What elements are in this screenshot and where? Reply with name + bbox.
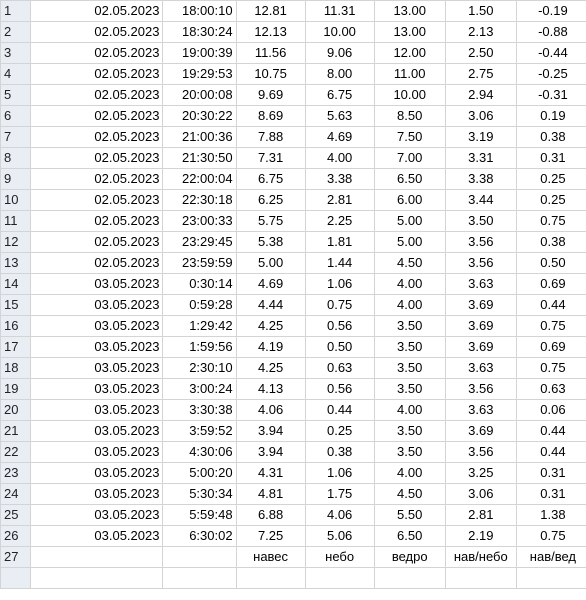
table-row[interactable] [1, 43, 586, 64]
value-cell[interactable]: 5.06 [305, 526, 374, 547]
value-cell[interactable]: 13.00 [374, 22, 445, 43]
value-cell[interactable]: 3.94 [236, 442, 305, 463]
value-cell[interactable]: -0.25 [516, 64, 586, 85]
value-cell[interactable]: 3.19 [445, 127, 516, 148]
value-cell[interactable]: 5.00 [374, 211, 445, 232]
value-cell[interactable]: 3.31 [445, 148, 516, 169]
value-cell[interactable]: 0.31 [516, 484, 586, 505]
value-cell[interactable]: 3.69 [445, 421, 516, 442]
row-header[interactable]: 3 [1, 43, 31, 64]
value-cell[interactable]: 3.56 [445, 379, 516, 400]
value-cell[interactable]: 5.38 [236, 232, 305, 253]
value-cell[interactable]: 4.25 [236, 316, 305, 337]
table-row[interactable] [1, 568, 586, 589]
grid-body [1, 1, 586, 589]
table-row[interactable] [1, 547, 586, 568]
table-row[interactable] [1, 190, 586, 211]
value-cell[interactable]: 4.81 [236, 484, 305, 505]
column-label-cell[interactable]: нав/вед [516, 547, 586, 568]
empty-cell[interactable] [516, 568, 586, 589]
row-header[interactable]: 21 [1, 421, 31, 442]
table-row[interactable] [1, 484, 586, 505]
value-cell[interactable]: 5.75 [236, 211, 305, 232]
value-cell[interactable]: 10.00 [374, 85, 445, 106]
value-cell[interactable]: 6.00 [374, 190, 445, 211]
value-cell[interactable]: 0.38 [516, 127, 586, 148]
table-row[interactable] [1, 463, 586, 484]
value-cell[interactable]: 0.44 [516, 421, 586, 442]
value-cell[interactable]: 3.94 [236, 421, 305, 442]
table-row[interactable] [1, 442, 586, 463]
value-cell[interactable]: 3.06 [445, 484, 516, 505]
value-cell[interactable]: 8.50 [374, 106, 445, 127]
value-cell[interactable]: 5.00 [374, 232, 445, 253]
value-cell[interactable]: 2.81 [305, 190, 374, 211]
value-cell[interactable]: 1.38 [516, 505, 586, 526]
value-cell[interactable]: 0.69 [516, 274, 586, 295]
date-cell[interactable]: 03.05.2023 [31, 442, 163, 463]
empty-cell[interactable] [163, 568, 236, 589]
table-row[interactable] [1, 127, 586, 148]
table-row[interactable] [1, 64, 586, 85]
value-cell[interactable]: 2.81 [445, 505, 516, 526]
value-cell[interactable]: 4.00 [374, 274, 445, 295]
value-cell[interactable]: 4.31 [236, 463, 305, 484]
table-row[interactable] [1, 232, 586, 253]
value-cell[interactable]: 0.44 [305, 400, 374, 421]
row-header[interactable]: 27 [1, 547, 31, 568]
date-cell[interactable]: 02.05.2023 [31, 232, 163, 253]
value-cell[interactable]: 3.69 [445, 295, 516, 316]
time-cell[interactable]: 1:59:56 [163, 337, 236, 358]
column-label-cell[interactable]: навес [236, 547, 305, 568]
row-header[interactable]: 6 [1, 106, 31, 127]
time-cell[interactable]: 6:30:02 [163, 526, 236, 547]
value-cell[interactable]: 3.50 [374, 316, 445, 337]
value-cell[interactable]: 6.50 [374, 526, 445, 547]
value-cell[interactable]: 3.50 [445, 211, 516, 232]
time-cell[interactable]: 4:30:06 [163, 442, 236, 463]
value-cell[interactable]: 0.25 [305, 421, 374, 442]
time-cell[interactable]: 1:29:42 [163, 316, 236, 337]
value-cell[interactable]: 3.56 [445, 442, 516, 463]
value-cell[interactable]: 4.19 [236, 337, 305, 358]
value-cell[interactable]: -0.88 [516, 22, 586, 43]
value-cell[interactable]: 10.75 [236, 64, 305, 85]
row-header[interactable]: 7 [1, 127, 31, 148]
value-cell[interactable]: 3.63 [445, 274, 516, 295]
time-cell[interactable]: 23:00:33 [163, 211, 236, 232]
value-cell[interactable]: 9.69 [236, 85, 305, 106]
value-cell[interactable]: 0.75 [516, 358, 586, 379]
value-cell[interactable]: 4.06 [236, 400, 305, 421]
value-cell[interactable]: 11.56 [236, 43, 305, 64]
value-cell[interactable]: 1.50 [445, 1, 516, 22]
row-header[interactable]: 5 [1, 85, 31, 106]
value-cell[interactable]: 8.00 [305, 64, 374, 85]
row-header[interactable]: 2 [1, 22, 31, 43]
value-cell[interactable]: -0.31 [516, 85, 586, 106]
value-cell[interactable]: 6.75 [305, 85, 374, 106]
value-cell[interactable]: 3.38 [445, 169, 516, 190]
table-row[interactable] [1, 295, 586, 316]
value-cell[interactable]: 0.75 [516, 211, 586, 232]
date-cell[interactable]: 02.05.2023 [31, 127, 163, 148]
date-cell[interactable]: 02.05.2023 [31, 148, 163, 169]
time-cell[interactable]: 0:59:28 [163, 295, 236, 316]
value-cell[interactable]: 2.94 [445, 85, 516, 106]
column-label-cell[interactable]: небо [305, 547, 374, 568]
value-cell[interactable]: 5.00 [236, 253, 305, 274]
table-row[interactable] [1, 337, 586, 358]
value-cell[interactable]: 0.50 [305, 337, 374, 358]
table-row[interactable] [1, 505, 586, 526]
empty-cell[interactable] [305, 568, 374, 589]
row-header[interactable]: 13 [1, 253, 31, 274]
table-row[interactable] [1, 400, 586, 421]
row-header[interactable]: 1 [1, 1, 31, 22]
date-cell[interactable]: 02.05.2023 [31, 169, 163, 190]
time-cell[interactable]: 0:30:14 [163, 274, 236, 295]
empty-cell[interactable] [236, 568, 305, 589]
value-cell[interactable]: 3.63 [445, 400, 516, 421]
time-cell[interactable]: 22:30:18 [163, 190, 236, 211]
value-cell[interactable]: 6.75 [236, 169, 305, 190]
time-cell[interactable]: 20:00:08 [163, 85, 236, 106]
value-cell[interactable]: 0.75 [516, 316, 586, 337]
value-cell[interactable]: 10.00 [305, 22, 374, 43]
value-cell[interactable]: 4.50 [374, 253, 445, 274]
value-cell[interactable]: 3.44 [445, 190, 516, 211]
value-cell[interactable]: 9.06 [305, 43, 374, 64]
value-cell[interactable]: 0.38 [516, 232, 586, 253]
empty-cell[interactable] [31, 568, 163, 589]
row-header[interactable]: 16 [1, 316, 31, 337]
table-row[interactable] [1, 274, 586, 295]
table-row[interactable] [1, 316, 586, 337]
value-cell[interactable]: 2.13 [445, 22, 516, 43]
time-cell[interactable]: 23:59:59 [163, 253, 236, 274]
row-header[interactable]: 19 [1, 379, 31, 400]
value-cell[interactable]: 3.56 [445, 253, 516, 274]
date-cell[interactable]: 03.05.2023 [31, 400, 163, 421]
value-cell[interactable]: 1.44 [305, 253, 374, 274]
value-cell[interactable]: 4.44 [236, 295, 305, 316]
value-cell[interactable]: 8.69 [236, 106, 305, 127]
empty-cell[interactable] [163, 547, 236, 568]
time-cell[interactable]: 2:30:10 [163, 358, 236, 379]
date-cell[interactable]: 02.05.2023 [31, 190, 163, 211]
row-header[interactable]: 12 [1, 232, 31, 253]
value-cell[interactable]: 3.50 [374, 358, 445, 379]
value-cell[interactable]: 0.69 [516, 337, 586, 358]
row-header[interactable]: 14 [1, 274, 31, 295]
value-cell[interactable]: -0.19 [516, 1, 586, 22]
date-cell[interactable]: 02.05.2023 [31, 64, 163, 85]
value-cell[interactable]: 0.19 [516, 106, 586, 127]
row-header[interactable] [1, 568, 31, 589]
date-cell[interactable]: 02.05.2023 [31, 253, 163, 274]
value-cell[interactable]: 6.25 [236, 190, 305, 211]
value-cell[interactable]: 0.56 [305, 379, 374, 400]
row-header[interactable]: 25 [1, 505, 31, 526]
table-row[interactable] [1, 106, 586, 127]
row-header[interactable]: 23 [1, 463, 31, 484]
time-cell[interactable]: 3:59:52 [163, 421, 236, 442]
date-cell[interactable]: 03.05.2023 [31, 316, 163, 337]
date-cell[interactable]: 02.05.2023 [31, 211, 163, 232]
value-cell[interactable]: 3.69 [445, 337, 516, 358]
value-cell[interactable]: 0.50 [516, 253, 586, 274]
date-cell[interactable]: 02.05.2023 [31, 85, 163, 106]
row-header[interactable]: 11 [1, 211, 31, 232]
table-row[interactable] [1, 379, 586, 400]
value-cell[interactable]: 4.50 [374, 484, 445, 505]
value-cell[interactable]: 0.31 [516, 463, 586, 484]
value-cell[interactable]: 7.31 [236, 148, 305, 169]
time-cell[interactable]: 18:30:24 [163, 22, 236, 43]
value-cell[interactable]: 4.00 [374, 295, 445, 316]
value-cell[interactable]: 0.75 [305, 295, 374, 316]
value-cell[interactable]: 3.06 [445, 106, 516, 127]
column-label-cell[interactable]: ведро [374, 547, 445, 568]
table-row[interactable] [1, 85, 586, 106]
value-cell[interactable]: 3.50 [374, 442, 445, 463]
value-cell[interactable]: 1.06 [305, 463, 374, 484]
value-cell[interactable]: 0.63 [516, 379, 586, 400]
value-cell[interactable]: 3.50 [374, 421, 445, 442]
value-cell[interactable]: 4.13 [236, 379, 305, 400]
time-cell[interactable]: 19:29:53 [163, 64, 236, 85]
time-cell[interactable]: 5:30:34 [163, 484, 236, 505]
date-cell[interactable]: 03.05.2023 [31, 421, 163, 442]
value-cell[interactable]: 3.56 [445, 232, 516, 253]
table-row[interactable] [1, 211, 586, 232]
value-cell[interactable]: 3.69 [445, 316, 516, 337]
time-cell[interactable]: 22:00:04 [163, 169, 236, 190]
table-row[interactable] [1, 253, 586, 274]
time-cell[interactable]: 19:00:39 [163, 43, 236, 64]
column-label-cell[interactable]: нав/небо [445, 547, 516, 568]
date-cell[interactable]: 03.05.2023 [31, 295, 163, 316]
value-cell[interactable]: 12.13 [236, 22, 305, 43]
time-cell[interactable]: 23:29:45 [163, 232, 236, 253]
value-cell[interactable]: 4.00 [374, 463, 445, 484]
time-cell[interactable]: 3:30:38 [163, 400, 236, 421]
value-cell[interactable]: 5.63 [305, 106, 374, 127]
value-cell[interactable]: 1.06 [305, 274, 374, 295]
table-row[interactable] [1, 169, 586, 190]
empty-cell[interactable] [445, 568, 516, 589]
time-cell[interactable]: 20:30:22 [163, 106, 236, 127]
value-cell[interactable]: 0.44 [516, 442, 586, 463]
table-row[interactable] [1, 421, 586, 442]
row-header[interactable]: 15 [1, 295, 31, 316]
date-cell[interactable]: 03.05.2023 [31, 379, 163, 400]
row-header[interactable]: 4 [1, 64, 31, 85]
row-header[interactable]: 8 [1, 148, 31, 169]
value-cell[interactable]: 6.88 [236, 505, 305, 526]
time-cell[interactable]: 21:00:36 [163, 127, 236, 148]
table-row[interactable] [1, 148, 586, 169]
value-cell[interactable]: 2.19 [445, 526, 516, 547]
value-cell[interactable]: 4.00 [305, 148, 374, 169]
value-cell[interactable]: 0.56 [305, 316, 374, 337]
time-cell[interactable]: 3:00:24 [163, 379, 236, 400]
row-header[interactable]: 9 [1, 169, 31, 190]
value-cell[interactable]: 0.31 [516, 148, 586, 169]
date-cell[interactable]: 02.05.2023 [31, 1, 163, 22]
value-cell[interactable]: 7.50 [374, 127, 445, 148]
row-header[interactable]: 22 [1, 442, 31, 463]
value-cell[interactable]: 5.50 [374, 505, 445, 526]
value-cell[interactable]: 1.75 [305, 484, 374, 505]
value-cell[interactable]: 4.06 [305, 505, 374, 526]
empty-cell[interactable] [31, 547, 163, 568]
date-cell[interactable]: 03.05.2023 [31, 358, 163, 379]
value-cell[interactable]: 4.00 [374, 400, 445, 421]
value-cell[interactable]: 0.06 [516, 400, 586, 421]
value-cell[interactable]: 11.31 [305, 1, 374, 22]
time-cell[interactable]: 18:00:10 [163, 1, 236, 22]
value-cell[interactable]: 2.75 [445, 64, 516, 85]
time-cell[interactable]: 21:30:50 [163, 148, 236, 169]
value-cell[interactable]: 12.00 [374, 43, 445, 64]
value-cell[interactable]: 3.25 [445, 463, 516, 484]
date-cell[interactable]: 03.05.2023 [31, 274, 163, 295]
value-cell[interactable]: 0.25 [516, 190, 586, 211]
table-row[interactable] [1, 526, 586, 547]
date-cell[interactable]: 02.05.2023 [31, 22, 163, 43]
value-cell[interactable]: 4.25 [236, 358, 305, 379]
table-row[interactable] [1, 22, 586, 43]
value-cell[interactable]: 3.50 [374, 337, 445, 358]
value-cell[interactable]: 4.69 [305, 127, 374, 148]
value-cell[interactable]: 13.00 [374, 1, 445, 22]
value-cell[interactable]: 2.50 [445, 43, 516, 64]
date-cell[interactable]: 03.05.2023 [31, 505, 163, 526]
value-cell[interactable]: 12.81 [236, 1, 305, 22]
date-cell[interactable]: 03.05.2023 [31, 484, 163, 505]
value-cell[interactable]: 7.88 [236, 127, 305, 148]
date-cell[interactable]: 03.05.2023 [31, 526, 163, 547]
value-cell[interactable]: 0.75 [516, 526, 586, 547]
row-header[interactable]: 20 [1, 400, 31, 421]
value-cell[interactable]: 0.25 [516, 169, 586, 190]
row-header[interactable]: 24 [1, 484, 31, 505]
row-header[interactable]: 26 [1, 526, 31, 547]
value-cell[interactable]: 0.63 [305, 358, 374, 379]
value-cell[interactable]: 11.00 [374, 64, 445, 85]
value-cell[interactable]: 3.50 [374, 379, 445, 400]
date-cell[interactable]: 02.05.2023 [31, 106, 163, 127]
value-cell[interactable]: 1.81 [305, 232, 374, 253]
value-cell[interactable]: 3.63 [445, 358, 516, 379]
value-cell[interactable]: 2.25 [305, 211, 374, 232]
date-cell[interactable]: 03.05.2023 [31, 337, 163, 358]
time-cell[interactable]: 5:59:48 [163, 505, 236, 526]
empty-cell[interactable] [374, 568, 445, 589]
table-row[interactable] [1, 1, 586, 22]
row-header[interactable]: 17 [1, 337, 31, 358]
time-cell[interactable]: 5:00:20 [163, 463, 236, 484]
value-cell[interactable]: 0.44 [516, 295, 586, 316]
date-cell[interactable]: 02.05.2023 [31, 43, 163, 64]
value-cell[interactable]: 4.69 [236, 274, 305, 295]
date-cell[interactable]: 03.05.2023 [31, 463, 163, 484]
value-cell[interactable]: 0.38 [305, 442, 374, 463]
row-header[interactable]: 10 [1, 190, 31, 211]
value-cell[interactable]: 7.25 [236, 526, 305, 547]
value-cell[interactable]: 6.50 [374, 169, 445, 190]
value-cell[interactable]: 3.38 [305, 169, 374, 190]
table-row[interactable] [1, 358, 586, 379]
value-cell[interactable]: -0.44 [516, 43, 586, 64]
value-cell[interactable]: 7.00 [374, 148, 445, 169]
row-header[interactable]: 18 [1, 358, 31, 379]
